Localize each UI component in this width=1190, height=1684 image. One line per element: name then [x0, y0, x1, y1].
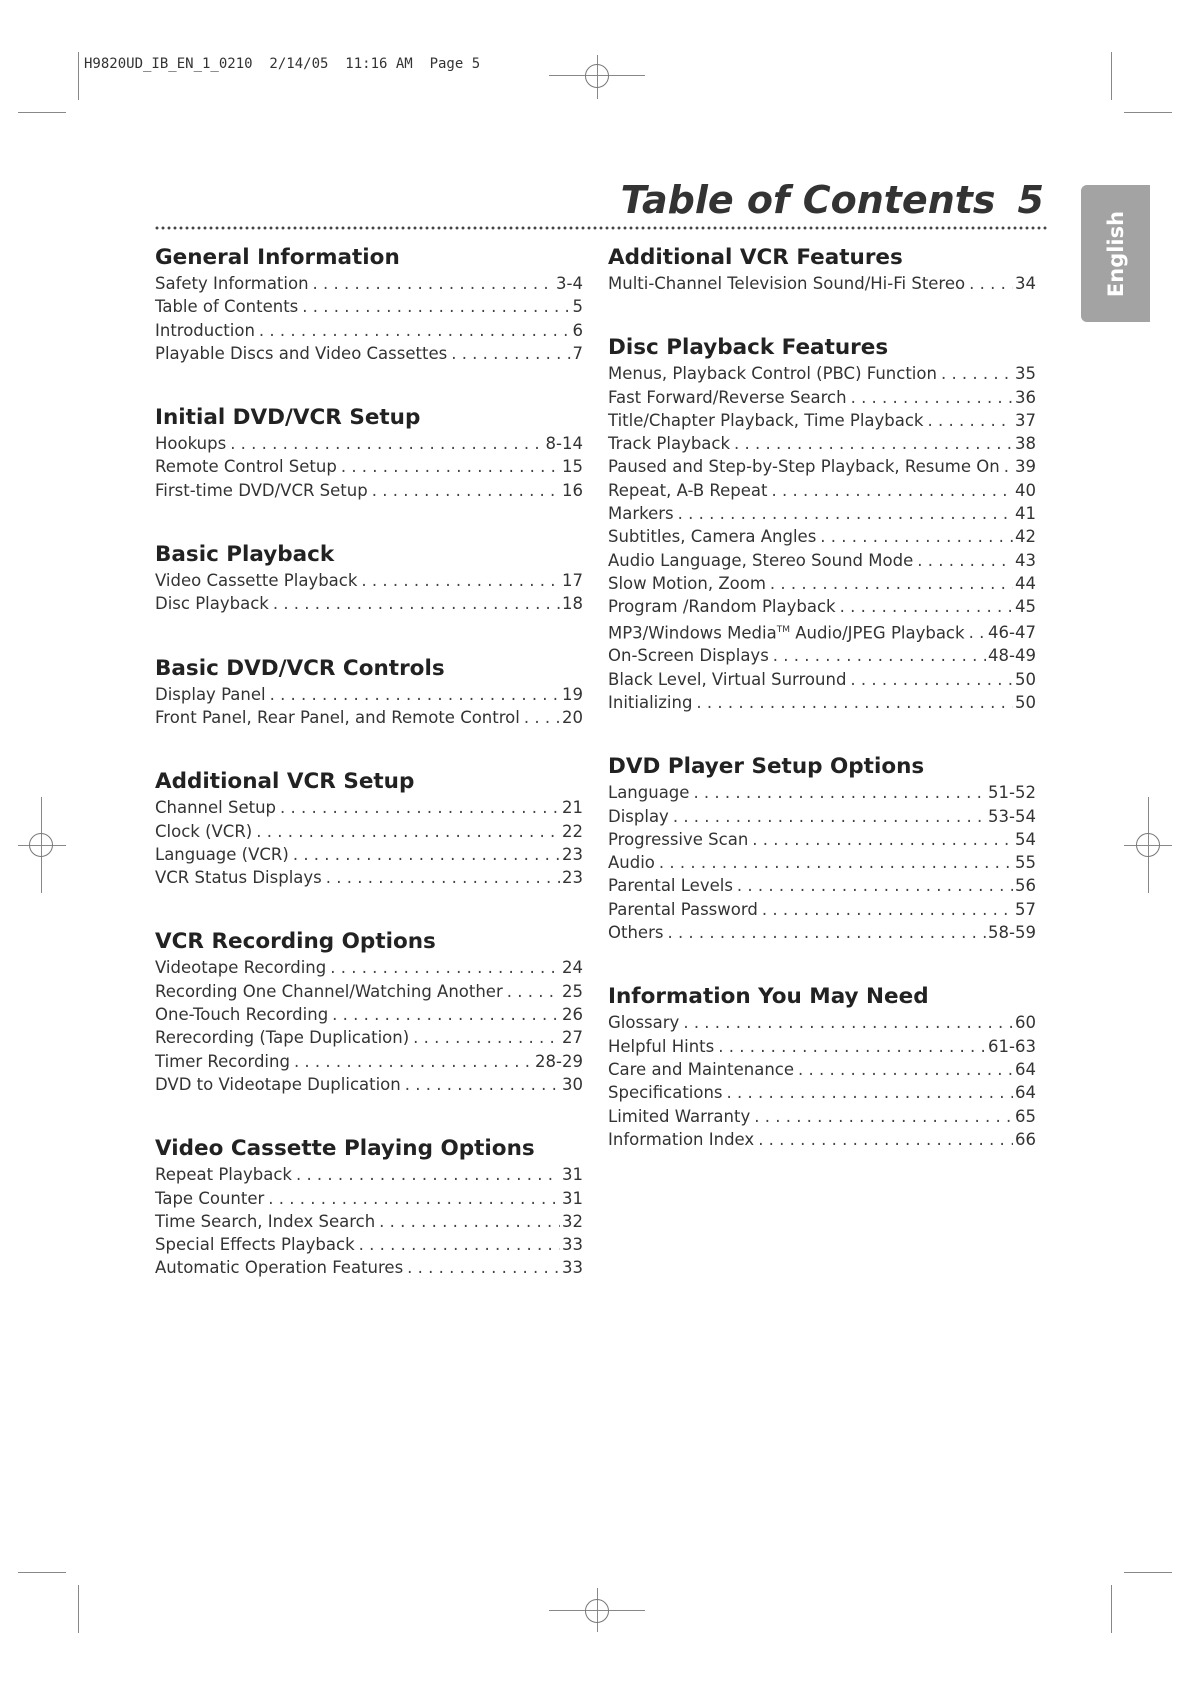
- toc-entry-page: 50: [1015, 692, 1036, 712]
- toc-entry-label: Safety Information: [155, 274, 309, 293]
- toc-entry: [155, 432, 583, 455]
- toc-entry-page: 16: [562, 480, 583, 500]
- toc-entry: [608, 455, 1036, 478]
- toc-entry: [608, 619, 1036, 645]
- toc-entry-label: Time Search, Index Search: [155, 1211, 376, 1231]
- toc-entry: [155, 956, 583, 979]
- toc-entry: [608, 272, 1036, 295]
- toc-entry: [155, 683, 583, 706]
- toc-entry-page: 41: [1015, 504, 1036, 524]
- toc-entry-page: 50: [1015, 669, 1036, 689]
- toc-entry: [608, 479, 1036, 502]
- toc-entry-page: 25: [562, 981, 583, 1001]
- toc-section-initial-dvd-vcr-setup: [155, 404, 583, 502]
- dot-leader: [326, 866, 560, 889]
- toc-entry-label: Parental Password: [608, 899, 758, 919]
- dot-leader: [332, 1003, 560, 1026]
- toc-entry-page: 7: [572, 343, 583, 363]
- toc-entry: [608, 502, 1036, 525]
- section-title: General Information: [155, 245, 400, 270]
- toc-entry-page: 23: [562, 868, 583, 888]
- toc-entry-page: 31: [562, 1165, 583, 1185]
- dot-leader: [734, 432, 1013, 455]
- toc-entry: [608, 1128, 1036, 1151]
- toc-section-additional-vcr-setup: [155, 768, 583, 889]
- toc-entry-label: Parental Levels: [608, 876, 733, 896]
- toc-entry-page: 61-63: [988, 1036, 1036, 1056]
- toc-section-disc-playback-features: [608, 334, 1036, 714]
- toc-entry-page: 66: [1015, 1129, 1036, 1149]
- toc-section-basic-dvd-vcr-controls: [155, 655, 583, 730]
- dot-leader: [341, 455, 560, 478]
- crop-mark: [78, 52, 79, 100]
- dot-leader: [294, 1050, 533, 1073]
- toc-entry-label: Fast Forward/Reverse Search: [608, 387, 847, 407]
- toc-entry-page: 44: [1015, 573, 1036, 593]
- dot-leader: [507, 980, 560, 1003]
- language-tab: [1081, 185, 1150, 322]
- toc-entry-label: Care and Maintenance: [608, 1059, 794, 1079]
- toc-entry-page: 54: [1015, 829, 1036, 849]
- toc-entry: [155, 980, 583, 1003]
- toc-entry-page: 60: [1015, 1013, 1036, 1033]
- toc-entry-page: 19: [562, 684, 583, 704]
- toc-entry-label: Display: [608, 806, 669, 826]
- toc-entry-page: 42: [1015, 527, 1036, 547]
- dot-leader: [330, 956, 560, 979]
- dot-leader: [230, 432, 543, 455]
- toc-entry: [155, 866, 583, 889]
- dot-leader: [917, 549, 1013, 572]
- toc-entry: [155, 820, 583, 843]
- dot-leader: [737, 874, 1013, 897]
- language-tab-label: English: [1103, 210, 1128, 297]
- toc-entry-page: 64: [1015, 1083, 1036, 1103]
- toc-entry-label: Display Panel: [155, 684, 266, 704]
- toc-entry-label: Multi-Channel Television Sound/Hi-Fi Stereo: [608, 274, 966, 293]
- toc-entry-label: Helpful Hints: [608, 1036, 715, 1056]
- toc-entry: [155, 843, 583, 866]
- toc-entry: [608, 549, 1036, 572]
- dot-leader: [361, 569, 560, 592]
- toc-entry: [608, 595, 1036, 618]
- toc-entry-page: 38: [1015, 434, 1036, 454]
- toc-entry-label: Initializing: [608, 692, 693, 712]
- toc-section-vcr-recording-options: [155, 928, 583, 1096]
- toc-entry-label: Automatic Operation Features: [155, 1258, 404, 1278]
- page-title: [621, 178, 1044, 222]
- title-dotted-rule: [154, 226, 1047, 230]
- toc-entry: [155, 1210, 583, 1233]
- toc-entry-label: Hookups: [155, 434, 227, 454]
- toc-entry-page: 39: [1015, 457, 1036, 477]
- toc-entry: [608, 691, 1036, 714]
- toc-entry-page: 45: [1015, 597, 1036, 617]
- toc-entry-label: Menus, Playback Control (PBC) Function: [608, 364, 937, 384]
- toc-entry: [155, 592, 583, 615]
- toc-entry-page: 30: [562, 1074, 583, 1094]
- dot-leader: [407, 1256, 560, 1279]
- toc-entry: [155, 272, 583, 295]
- toc-right-column: [608, 244, 1036, 1190]
- crop-mark: [1124, 1572, 1172, 1573]
- toc-entry-label: Title/Chapter Playback, Time Playback: [608, 410, 924, 430]
- toc-entry-page: 15: [562, 457, 583, 477]
- toc-entry: [155, 455, 583, 478]
- toc-entry: [155, 1187, 583, 1210]
- dot-leader: [798, 1058, 1013, 1081]
- toc-entry-page: 8-14: [545, 434, 583, 454]
- dot-leader: [727, 1081, 1013, 1104]
- dot-leader: [405, 1073, 560, 1096]
- toc-entry-label: Audio Language, Stereo Sound Mode: [608, 550, 914, 570]
- toc-entry-page: 65: [1015, 1106, 1036, 1126]
- toc-entry-page: 35: [1015, 364, 1036, 384]
- crop-mark: [1111, 1585, 1112, 1633]
- dot-leader: [683, 1011, 1013, 1034]
- toc-entry-label: Video Cassette Playback: [155, 571, 358, 591]
- dot-leader: [758, 1128, 1013, 1151]
- dot-leader: [359, 1233, 560, 1256]
- toc-entry-label: Black Level, Virtual Surround: [608, 669, 847, 689]
- dot-leader: [413, 1026, 560, 1049]
- toc-entry-page: 33: [562, 1258, 583, 1278]
- toc-entry-label: Repeat Playback: [155, 1165, 292, 1185]
- toc-entry-label: Specifications: [608, 1083, 723, 1103]
- toc-entry-label: Markers: [608, 504, 674, 524]
- toc-left-column: [155, 244, 583, 1319]
- toc-entry-label: Information Index: [608, 1129, 755, 1149]
- toc-entry-label: VCR Status Displays: [155, 868, 322, 888]
- toc-entry: [608, 874, 1036, 897]
- toc-section-information-you-may-need: [608, 983, 1036, 1151]
- dot-leader: [451, 342, 570, 365]
- dot-leader: [659, 851, 1013, 874]
- toc-entry-label: On-Screen Displays: [608, 646, 769, 666]
- toc-entry-page: 37: [1015, 410, 1036, 430]
- toc-entry: [608, 921, 1036, 944]
- toc-entry-label: Limited Warranty: [608, 1106, 751, 1126]
- toc-entry-page: 32: [562, 1211, 583, 1231]
- section-title: Information You May Need: [608, 984, 929, 1010]
- toc-entry-label: Front Panel, Rear Panel, and Remote Control: [155, 707, 520, 727]
- toc-entry-label: Subtitles, Camera Angles: [608, 527, 817, 547]
- dot-leader: [379, 1210, 560, 1233]
- toc-entry-page: 23: [562, 844, 583, 864]
- toc-entry-label: Repeat, A-B Repeat: [608, 480, 768, 500]
- toc-entry-page: 36: [1015, 387, 1036, 407]
- dot-leader: [770, 572, 1013, 595]
- dot-leader: [969, 621, 986, 644]
- toc-entry-page: 5: [572, 297, 583, 317]
- page-number: 5: [1017, 178, 1044, 222]
- dot-leader: [293, 843, 560, 866]
- dot-leader: [524, 706, 560, 729]
- dot-leader: [941, 362, 1013, 385]
- toc-entry-label: Rerecording (Tape Duplication): [155, 1028, 410, 1048]
- section-title: Basic Playback: [155, 542, 335, 568]
- toc-entry-page: 57: [1015, 899, 1036, 919]
- toc-entry-page: 22: [562, 821, 583, 841]
- toc-entry-page: 34: [1015, 274, 1036, 293]
- toc-entry: [155, 706, 583, 729]
- dot-leader: [928, 409, 1014, 432]
- toc-entry-label: One-Touch Recording: [155, 1005, 329, 1025]
- dot-leader: [256, 820, 560, 843]
- toc-entry-page: 20: [562, 707, 583, 727]
- toc-entry-page: 53-54: [988, 806, 1036, 826]
- toc-entry-page: 17: [562, 571, 583, 591]
- dot-leader: [851, 386, 1013, 409]
- toc-entry-label: Audio: [608, 853, 655, 873]
- toc-section-general-information: [155, 244, 583, 365]
- toc-entry-label: Disc Playback: [155, 594, 269, 614]
- toc-entry-label: First-time DVD/VCR Setup: [155, 480, 368, 500]
- dot-leader: [673, 805, 986, 828]
- dot-leader: [302, 295, 570, 318]
- toc-entry-page: 43: [1015, 550, 1036, 570]
- toc-entry-label: Special Effects Playback: [155, 1235, 355, 1255]
- toc-entry: [608, 851, 1036, 874]
- toc-entry: [608, 898, 1036, 921]
- toc-entry: [155, 295, 583, 318]
- toc-entry-page: 46-47: [988, 623, 1036, 643]
- toc-entry-label: Program /Random Playback: [608, 597, 836, 617]
- toc-entry: [155, 1026, 583, 1049]
- toc-entry-label: Videotape Recording: [155, 958, 327, 978]
- dot-leader: [772, 479, 1013, 502]
- toc-entry-page: 64: [1015, 1059, 1036, 1079]
- dot-leader: [280, 796, 560, 819]
- toc-entry-page: 18: [562, 594, 583, 614]
- dot-leader: [773, 644, 986, 667]
- toc-entry-label: Language (VCR): [155, 844, 289, 864]
- toc-entry-label: Introduction: [155, 320, 255, 340]
- toc-entry-label: Clock (VCR): [155, 821, 253, 841]
- toc-entry-label: Track Playback: [608, 434, 731, 454]
- toc-entry-page: 24: [562, 958, 583, 978]
- toc-entry: [608, 386, 1036, 409]
- dot-leader: [696, 691, 1013, 714]
- toc-entry: [155, 479, 583, 502]
- dot-leader: [718, 1035, 986, 1058]
- dot-leader: [667, 921, 986, 944]
- crop-mark: [78, 1585, 79, 1633]
- toc-entry-label: Tape Counter: [155, 1188, 265, 1208]
- toc-entry: [155, 342, 583, 365]
- toc-entry-page: 31: [562, 1188, 583, 1208]
- toc-entry: [608, 1081, 1036, 1104]
- toc-entry-label: Paused and Step-by-Step Playback, Resume On: [608, 457, 1000, 477]
- toc-entry: [155, 796, 583, 819]
- section-title: DVD Player Setup Options: [608, 754, 925, 780]
- toc-entry-label: Slow Motion, Zoom: [608, 573, 766, 593]
- toc-entry: [155, 319, 583, 342]
- toc-entry: [608, 668, 1036, 691]
- dot-leader: [762, 898, 1013, 921]
- toc-entry-page: 40: [1015, 480, 1036, 500]
- crop-mark: [1111, 52, 1112, 100]
- toc-entry-label: Channel Setup: [155, 798, 277, 818]
- dot-leader: [273, 592, 560, 615]
- dot-leader: [754, 1105, 1013, 1128]
- dot-leader: [752, 828, 1013, 851]
- toc-section-dvd-player-setup-options: [608, 753, 1036, 944]
- toc-entry-page: 26: [562, 1005, 583, 1025]
- toc-entry: [155, 1050, 583, 1073]
- section-title: VCR Recording Options: [155, 929, 436, 955]
- section-title: Additional VCR Features: [608, 245, 903, 270]
- toc-entry-label: Glossary: [608, 1013, 680, 1033]
- toc-entry-label: Progressive Scan: [608, 829, 749, 849]
- toc-entry-label: Recording One Channel/Watching Another: [155, 981, 503, 1001]
- toc-entry: [608, 805, 1036, 828]
- toc-entry: [155, 1233, 583, 1256]
- toc-entry-page: 51-52: [988, 783, 1036, 803]
- dot-leader: [372, 479, 560, 502]
- dot-leader: [1004, 455, 1013, 478]
- dot-leader: [820, 525, 1013, 548]
- page-title-text: Table of Contents: [620, 178, 996, 222]
- toc-entry-label: MP3/Windows Media™ Audio/JPEG Playback: [608, 623, 965, 643]
- toc-entry-page: 27: [562, 1028, 583, 1048]
- section-title: Basic DVD/VCR Controls: [155, 655, 445, 681]
- section-title: Video Cassette Playing Options: [155, 1136, 535, 1162]
- toc-entry-label: Playable Discs and Video Cassettes: [155, 343, 448, 363]
- toc-entry-page: 56: [1015, 876, 1036, 896]
- dot-leader: [296, 1163, 560, 1186]
- toc-entry-page: 28-29: [535, 1051, 583, 1071]
- toc-entry-label: DVD to Videotape Duplication: [155, 1074, 401, 1094]
- toc-entry-label: Remote Control Setup: [155, 457, 337, 477]
- toc-entry: [608, 1058, 1036, 1081]
- toc-entry: [608, 525, 1036, 548]
- dot-leader: [840, 595, 1013, 618]
- toc-entry-label: Others: [608, 923, 664, 943]
- dot-leader: [270, 683, 560, 706]
- dot-leader: [678, 502, 1013, 525]
- toc-entry-page: 55: [1015, 853, 1036, 873]
- section-title: Initial DVD/VCR Setup: [155, 405, 421, 431]
- toc-entry: [155, 1003, 583, 1026]
- dot-leader: [259, 319, 571, 342]
- toc-entry-page: 48-49: [988, 646, 1036, 666]
- toc-entry: [608, 572, 1036, 595]
- toc-entry: [608, 1105, 1036, 1128]
- toc-entry-page: 6: [572, 320, 583, 340]
- toc-entry: [608, 781, 1036, 804]
- toc-entry: [608, 1011, 1036, 1034]
- toc-entry: [608, 644, 1036, 667]
- print-slug: H9820UD_IB_EN_1_0210 2/14/05 11:16 AM Page 5: [84, 56, 481, 72]
- crop-mark: [1124, 112, 1172, 113]
- toc-entry-page: 58-59: [988, 923, 1036, 943]
- dot-leader: [313, 272, 555, 295]
- toc-entry-label: Table of Contents: [155, 297, 299, 317]
- toc-entry: [155, 1256, 583, 1279]
- toc-entry-page: 33: [562, 1235, 583, 1255]
- dot-leader: [268, 1187, 560, 1210]
- dot-leader: [693, 781, 986, 804]
- toc-entry: [608, 1035, 1036, 1058]
- toc-entry-label: Language: [608, 783, 690, 803]
- section-title: Additional VCR Setup: [155, 769, 415, 795]
- toc-entry: [608, 828, 1036, 851]
- toc-section-basic-playback: [155, 541, 583, 616]
- toc-section-video-cassette-playing-options: [155, 1135, 583, 1279]
- toc-entry-page: 3-4: [556, 274, 583, 293]
- toc-entry-label: Timer Recording: [155, 1051, 290, 1071]
- toc-entry: [608, 409, 1036, 432]
- toc-entry-page: 21: [562, 798, 583, 818]
- crop-mark: [18, 112, 66, 113]
- section-title: Disc Playback Features: [608, 335, 889, 361]
- toc-section-additional-vcr-features: [608, 244, 1036, 295]
- toc-entry: [155, 1163, 583, 1186]
- toc-entry: [155, 569, 583, 592]
- crop-mark: [18, 1572, 66, 1573]
- toc-entry: [155, 1073, 583, 1096]
- toc-entry: [608, 432, 1036, 455]
- dot-leader: [969, 272, 1013, 295]
- dot-leader: [850, 668, 1013, 691]
- toc-entry: [608, 362, 1036, 385]
